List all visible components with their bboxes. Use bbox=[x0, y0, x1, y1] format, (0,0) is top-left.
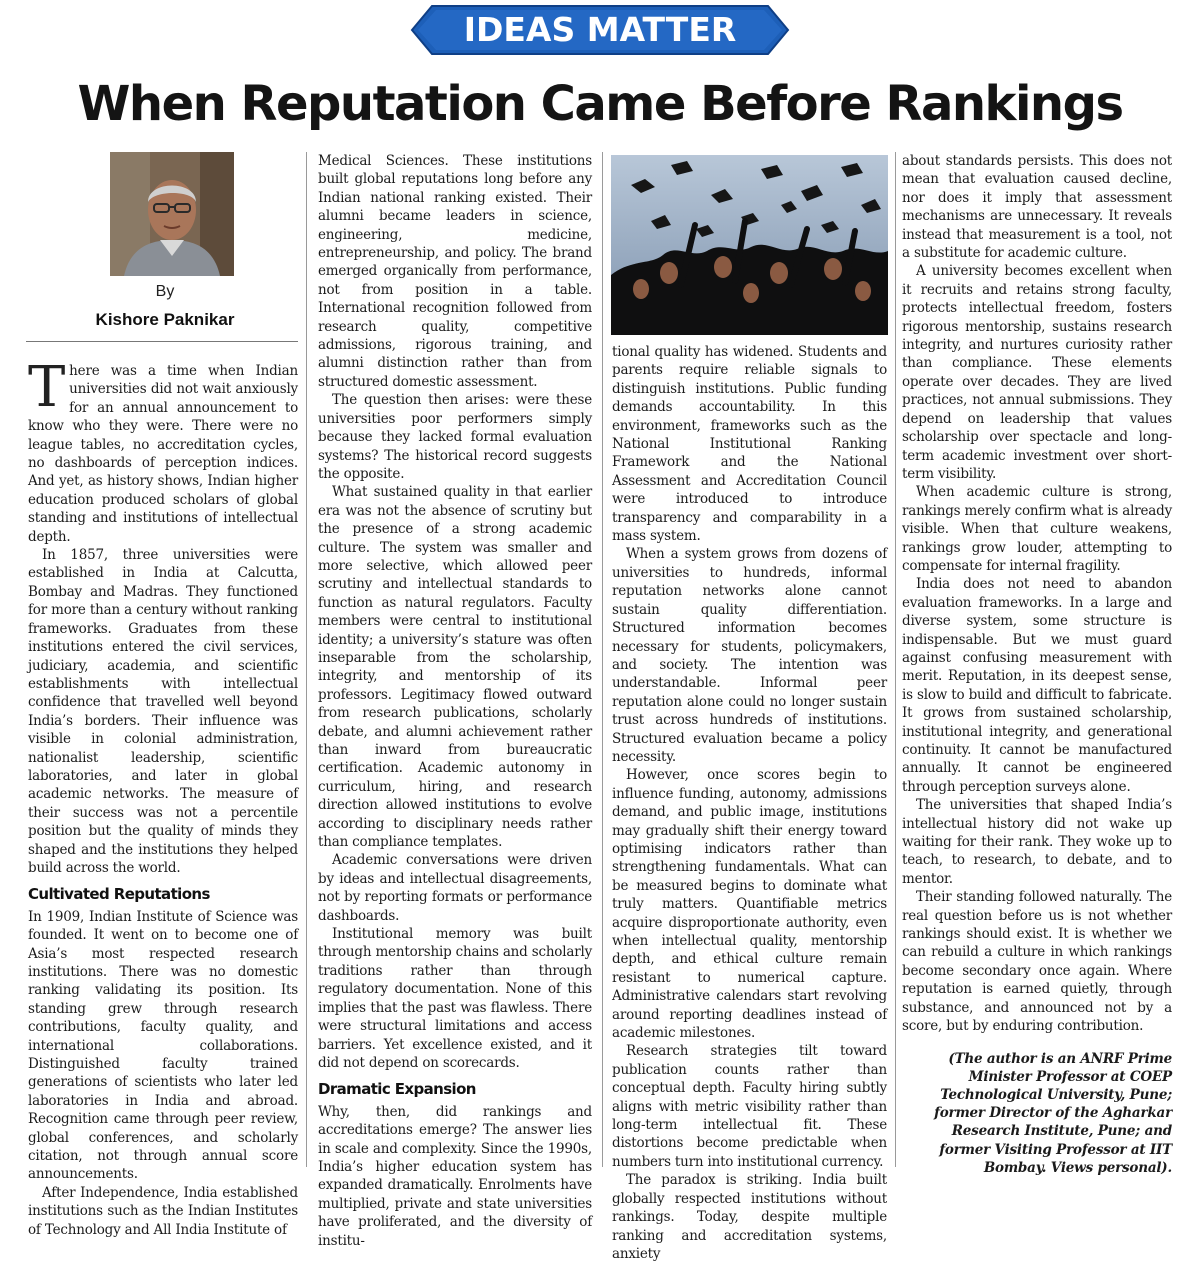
article-column-3 bbox=[612, 343, 887, 1263]
column-divider bbox=[306, 152, 307, 1167]
article-paragraph: Why, then, did rankings and accreditations emerge? The answer lies in scale and complexity. Since the 1990s, India’s higher education system has expanded dramatically. Enrolments have multiplied, private and state universities have proliferated, and the diversity of institu- bbox=[318, 1103, 592, 1249]
article-paragraph: When a system grows from dozens of universities to hundreds, informal reputation networks alone cannot sustain quality differentiation. Structured information becomes necessary for students, policymakers, and society. The intention was understandable. Informal peer reputation alone could no longer sustain trust across hundreds of institutions. Structured evaluation became a policy necessity. bbox=[612, 546, 887, 765]
article-paragraph bbox=[28, 355, 298, 546]
article-paragraph: What sustained quality in that earlier era was not the absence of scrutiny but the presence of a strong academic culture. The system was smaller and more selective, which allowed peer scrutiny and intellectual standards to function as natural regulators. Faculty members were central to institutional identity; a university’s stature was often inseparable from the scholarship, integrity, and mentorship of its professors. Legitimacy flowed outward from research publications, scholarly debate, and alumni achievement rather than inward from bureaucratic certification. Academic autonomy in curriculum, hiring, and research direction allowed institutions to evolve according to disciplinary needs rather than compliance templates. bbox=[318, 484, 592, 851]
article-paragraph: about standards persists. This does not mean that evaluation caused decline, nor does it imply that assessment mechanisms are unnecessary. It reveals instead that measurement is a tool, not a substitute for academic culture. bbox=[902, 153, 1172, 262]
paragraph-text: here was a time when Indian universities did not wait anxiously for an annual announcement to know who they were. There were no league tables, no accreditation cycles, no dashboards of perception indices. And yet, as history shows, Indian higher education produced scholars of global standing and institutions of intellectual depth. bbox=[28, 363, 298, 545]
article-paragraph: The paradox is striking. India built globally respected institutions without rankings. Today, despite multiple ranking and accreditation systems, anxiety bbox=[612, 1172, 887, 1262]
byline-divider bbox=[26, 341, 298, 342]
column-divider bbox=[602, 152, 603, 1167]
article-paragraph: The question then arises: were these universities poor performers simply because they lacked formal evaluation systems? The historical record suggests the opposite. bbox=[318, 392, 592, 482]
byline-by: By bbox=[155, 283, 175, 300]
kicker-label: IDEAS MATTER bbox=[463, 10, 737, 49]
article-paragraph: However, once scores begin to influence funding, autonomy, admissions demand, and public image, institutions may gradually shift their energy toward optimising indicators rather than strengthening fundamentals. What can be measured begins to dominate what truly matters. Quantifiable metrics acquire disproportionate authority, even when intellectual quality, mentorship depth, and ethical culture remain resistant to numerical capture. Administrative calendars start revolving around reporting deadlines instead of academic milestones. bbox=[612, 767, 887, 1042]
article-paragraph: Academic conversations were driven by ideas and intellectual disagreements, not by reporting formats or performance dashboards. bbox=[318, 852, 592, 924]
byline-author: Kishore Paknikar bbox=[95, 310, 235, 329]
article-paragraph: Research strategies tilt toward publication counts rather than conceptual depth. Faculty hiring subtly aligns with metric visibility rather than long-term intellectual fit. These distortions become predictable when numbers turn into institutional currency. bbox=[612, 1043, 887, 1170]
section-kicker bbox=[0, 0, 1200, 60]
article-column-4 bbox=[902, 152, 1172, 1177]
article-paragraph: When academic culture is strong, rankings merely confirm what is already visible. When that culture weakens, rankings grow louder, attempting to compensate for internal fragility. bbox=[902, 484, 1172, 574]
article-paragraph: Their standing followed naturally. The real question before us is not whether rankings should exist. It is whether we can rebuild a culture in which rankings become secondary once again. Where reputation is earned quietly, through substance, and announced not by a score, but by enduring contribution. bbox=[902, 889, 1172, 1035]
subheading-cultivated-reputations: Cultivated Reputations bbox=[28, 885, 210, 904]
article-paragraph: Institutional memory was built through mentorship chains and scholarly traditions rather than through regulatory documentation. None of this implies that the past was flawless. There were structural limitations and access barriers. Yet excellence existed, and it did not depend on scorecards. bbox=[318, 926, 592, 1071]
article-paragraph: In 1857, three universities were established in India at Calcutta, Bombay and Madras. They functioned for more than a century without ranking frameworks. Graduates from these institutions entered the civil services, judiciary, academia, and scientific establishments with intellectual confidence that travelled well beyond India’s borders. Their influence was visible in colonial administration, nationalist leadership, scientific laboratories, and later in global academic networks. The measure of their success was not a percentile position but the quality of minds they shaped and the institutions they helped build across the world. bbox=[28, 547, 298, 876]
article-headline: When Reputation Came Before Rankings bbox=[77, 76, 1123, 132]
subheading-dramatic-expansion: Dramatic Expansion bbox=[318, 1080, 476, 1099]
article-paragraph: The universities that shaped India’s intellectual history did not wake up waiting for their rank. They woke up to teach, to research, to debate, and to mentor. bbox=[902, 797, 1172, 887]
article-paragraph: tional quality has widened. Students and parents require reliable signals to distinguish institutions. Public funding demands accountability. In this environment, frameworks such as the National Institutional Ranking Framework and the National Assessment and Accreditation Council were introduced to introduce transparency and comparability in a mass system. bbox=[612, 344, 887, 545]
article-paragraph: In 1909, Indian Institute of Science was founded. It went on to become one of Asia’s most respected research institutions. There was no domestic ranking validating its position. Its standing grew through research contributions, faculty quality, and international collaborations. Distinguished faculty trained generations of scientists who later led laboratories in India and abroad. Recognition came through peer review, global conferences, and scholarly citation, not through annual score announcements. bbox=[28, 908, 298, 1183]
article-paragraph: After Independence, India established institutions such as the Indian Institutes of Technology and All India Institute of bbox=[28, 1184, 298, 1238]
article-paragraph: India does not need to abandon evaluation frameworks. In a large and diverse system, some structure is indispensable. But we must guard against confusing measurement with merit. Reputation, in its deepest sense, is slow to build and difficult to fabricate. It grows from sustained scholarship, institutional integrity, and generational continuity. It cannot be manufactured annually. It cannot be engineered through perception surveys alone. bbox=[902, 576, 1172, 795]
article-paragraph: Medical Sciences. These institutions built global reputations long before any Indian national ranking existed. Their alumni became leaders in science, engineering, medicine, entrepreneurship, and policy. The brand emerged organically from performance, not from position in a table. International recognition followed from research quality, competitive admissions, rigorous training, and alumni distinction rather than from structured domestic assessment. bbox=[318, 153, 592, 390]
column-divider bbox=[895, 152, 896, 1167]
article-paragraph: A university becomes excellent when it recruits and retains strong faculty, protects intellectual freedom, fosters rigorous mentorship, sustains research integrity, and nurtures curiosity rather than compliance. These elements operate over decades. They are lived practices, not annual submissions. They depend on leadership that values scholarship over spectacle and long-term academic investment over short-term visibility. bbox=[902, 263, 1172, 482]
author-footnote: (The author is an ANRF Prime Minister Professor at COEP Technological University, Pune; former Director of the Agharkar Research Institute, Pune; and former Visiting Professor at IIT Bombay. Views personal). bbox=[934, 1050, 1172, 1176]
graduation-photo bbox=[611, 155, 888, 335]
drop-cap: T bbox=[28, 355, 66, 420]
author-photo bbox=[110, 152, 234, 276]
article-column-1 bbox=[28, 355, 298, 1239]
article-column-2 bbox=[318, 152, 592, 1250]
